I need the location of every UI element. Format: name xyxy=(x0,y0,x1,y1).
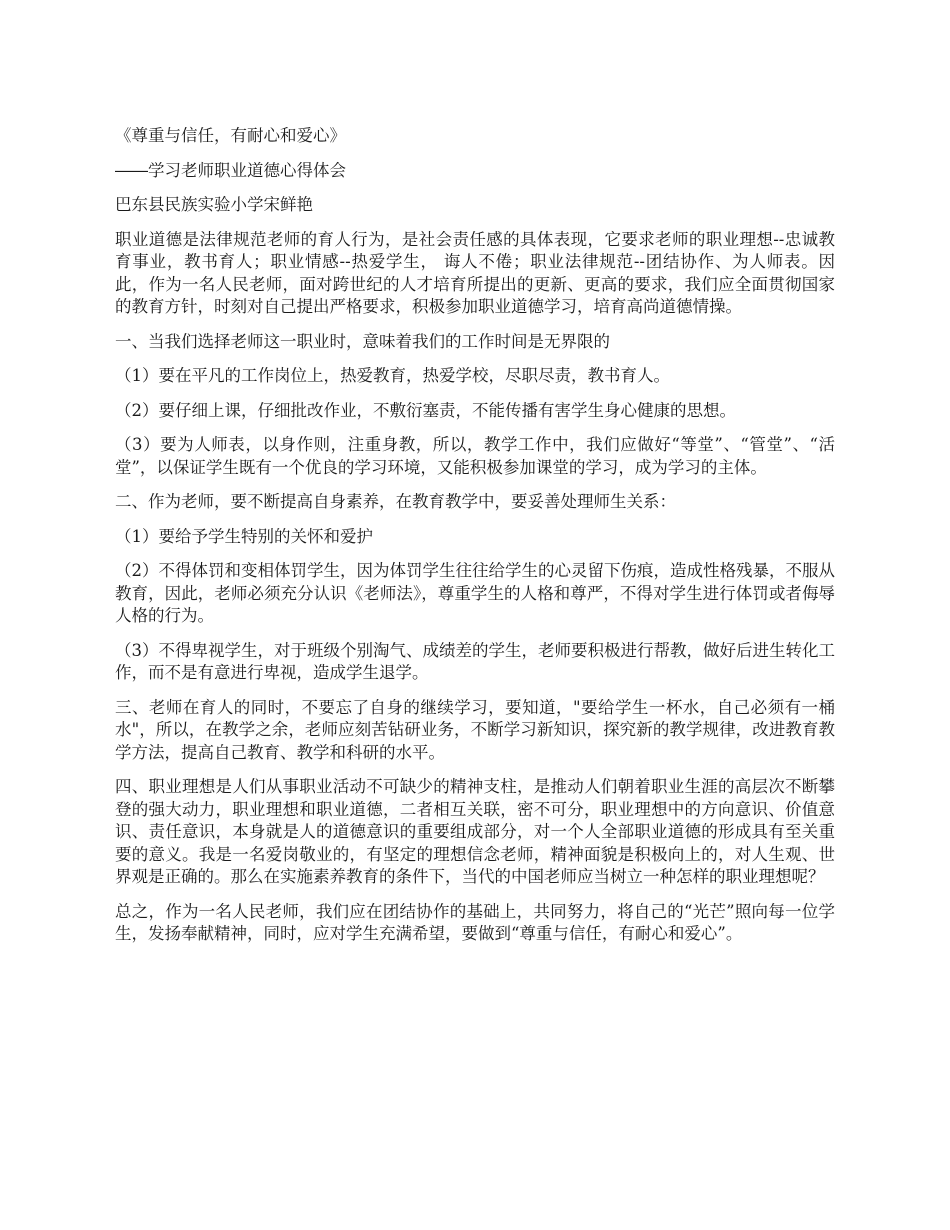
section-one-item-1: （1）要在平凡的工作岗位上，热爱教育，热爱学校，尽职尽责，教书育人。 xyxy=(115,366,670,385)
section-four-paragraph: 四、职业理想是人们从事职业活动不可缺少的精神支柱，是推动人们朝着职业生涯的高层次不断攀登的强大动力，职业理想和职业道德，二者相互关联，密不可分，职业理想中的方向意识、价值意识、责任意识，本身就是人的道德意识的重要组成部分，对一个人全部职业道德的形成具有至关重要的意义。我是一名爱岗敬业的，有坚定的理想信念老师，精神面貌是积极向上的，对人生观、世界观是正确的。那么在实施素养教育的条件下，当代的中国老师应当树立一种怎样的职业理想呢？ xyxy=(115,777,835,886)
section-one-item-3: （3）要为人师表，以身作则，注重身教，所以，教学工作中，我们应做好“等堂”、“管堂”、“活堂”，以保证学生既有一个优良的学习环境，又能积极参加课堂的学习，成为学习的主体。 xyxy=(115,435,835,477)
section-two-item-3: （3）不得卑视学生，对于班级个别淘气、成绩差的学生，老师要积极进行帮教，做好后进生转化工作，而不是有意进行卑视，造成学生退学。 xyxy=(115,640,835,682)
document-subtitle: ――学习老师职业道德心得体会 xyxy=(115,160,346,180)
conclusion-paragraph: 总之，作为一名人民老师，我们应在团结协作的基础上，共同努力，将自己的“光芒”照向每一位学生，发扬奉献精神，同时，应对学生充满希望，要做到“尊重与信任，有耐心和爱心”。 xyxy=(115,901,835,943)
document-body xyxy=(115,125,835,958)
section-three-paragraph: 三、老师在育人的同时，不要忘了自身的继续学习，要知道，"要给学生一杯水，自己必须有一桶水"，所以，在教学之余，老师应刻苦钻研业务，不断学习新知识，探究新的教学规律，改进教育教学方法，提高自己教育、教学和科研的水平。 xyxy=(115,697,835,762)
section-one-item-2: （2）要仔细上课，仔细批改作业，不敷衍塞责，不能传播有害学生身心健康的思想。 xyxy=(115,400,736,420)
section-two-heading: 二、作为老师，要不断提高自身素养，在教育教学中，要妥善处理师生关系： xyxy=(115,492,676,511)
section-two-item-1: （1）要给予学生特别的关怀和爱护 xyxy=(115,526,373,546)
section-one-heading: 一、当我们选择老师这一职业时，意味着我们的工作时间是无界限的 xyxy=(115,331,610,351)
document-title: 《尊重与信任，有耐心和爱心》 xyxy=(115,126,346,145)
document-author: 巴东县民族实验小学宋鲜艳 xyxy=(115,195,313,214)
section-two-item-2: （2）不得体罚和变相体罚学生，因为体罚学生往往给学生的心灵留下伤痕，造成性格残暴，不服从教育，因此，老师必须充分认识《老师法》，尊重学生的人格和尊严，不得对学生进行体罚或者侮辱人格的行为。 xyxy=(115,561,835,625)
intro-paragraph: 职业道德是法律规范老师的育人行为，是社会责任感的具体表现，它要求老师的职业理想--忠诚教育事业，教书育人；职业情感--热爱学生， 诲人不倦；职业法律规范--团结协作、为人师表。因此，作为一名人民老师，面对跨世纪的人才培育所提出的更新、更高的要求，我们应全面贯彻国家的教育方针，时刻对自己提出严格要求，积极参加职业道德学习，培育高尚道德情操。 xyxy=(115,229,835,316)
